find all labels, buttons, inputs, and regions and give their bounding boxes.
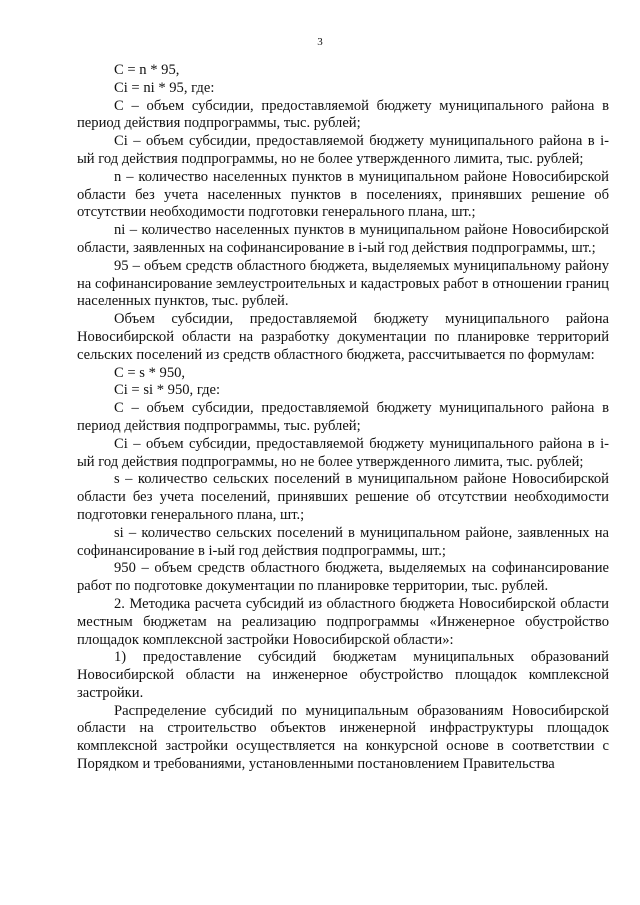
distribution-paragraph: Распределение субсидий по муниципальным образованиям Новосибирской области на строительство объектов инженерной инфраструктуры площадок комплексной застройки осуществляется на конкурсной основе в соответствии с Порядком и требованиями, установленными постановлением Правительства	[77, 702, 609, 773]
formula-c-planning: C = s * 950,	[114, 364, 186, 381]
definition-950: 950 – объем средств областного бюджета, выделяемых на софинансирование работ по подготовке документации по планировке территории, тыс. рублей.	[77, 560, 609, 595]
definition-n: n – количество населенных пунктов в муниципальном районе Новосибирской области без учета населенных пунктов в поселениях, принявших решение об отсутствии необходимости подготовки генерального плана, шт.;	[77, 168, 609, 221]
definition-si: si – количество сельских поселений в муниципальном районе, заявленных на софинансирование в i-ый год действия подпрограммы, шт.;	[77, 524, 609, 559]
definition-s: s – количество сельских поселений в муниципальном районе Новосибирской области без учета поселений, принявших решение об отсутствии необходимости подготовки генерального плана, шт.;	[77, 471, 609, 523]
formula-c-total: C = n * 95,	[114, 62, 180, 78]
definition-95: 95 – объем средств областного бюджета, выделяемых муниципальному району на софинансирование землеустроительных и кадастровых работ в отношении границ населенных пунктов, тыс. рублей.	[77, 257, 609, 310]
definition-c: C – объем субсидии, предоставляемой бюджету муниципального района в период действия подпрограммы, тыс. рублей;	[77, 97, 609, 132]
formula-ci-yearly: Ci = ni * 95, где:	[114, 79, 215, 96]
section-2-heading: 2. Методика расчета субсидий из областного бюджета Новосибирской области местным бюджетам на реализацию подпрограммы «Инженерное обустройство площадок комплексной застройки Новосибирской области»:	[77, 595, 609, 648]
definition-ci-planning: Ci – объем субсидии, предоставляемой бюджету муниципального района в i-ый год действия подпрограммы, но не более утвержденного лимита, тыс. рублей;	[77, 435, 609, 470]
definition-ci: Ci – объем субсидии, предоставляемой бюджету муниципального района в i-ый год действия подпрограммы, но не более утвержденного лимита, тыс. рублей;	[77, 133, 609, 167]
page-number: 3	[317, 36, 323, 48]
document-body	[77, 62, 609, 774]
planning-subsidy-paragraph: Объем субсидии, предоставляемой бюджету муниципального района Новосибирской области на разработку документации по планировке территорий сельских поселений из средств областного бюджета, рассчитывается по формулам:	[77, 311, 609, 363]
definition-c-planning: C – объем субсидии, предоставляемой бюджету муниципального района в период действия подпрограммы, тыс. рублей;	[77, 400, 609, 434]
definition-ni: ni – количество населенных пунктов в муниципальном районе Новосибирской области, заявленных на софинансирование в i-ый год действия подпрограммы, шт.;	[77, 222, 609, 256]
formula-ci-planning: Ci = si * 950, где:	[114, 382, 221, 399]
item-1-paragraph: 1) предоставление субсидий бюджетам муниципальных образований Новосибирской области на инженерное обустройство площадок комплексной застройки.	[77, 649, 609, 701]
